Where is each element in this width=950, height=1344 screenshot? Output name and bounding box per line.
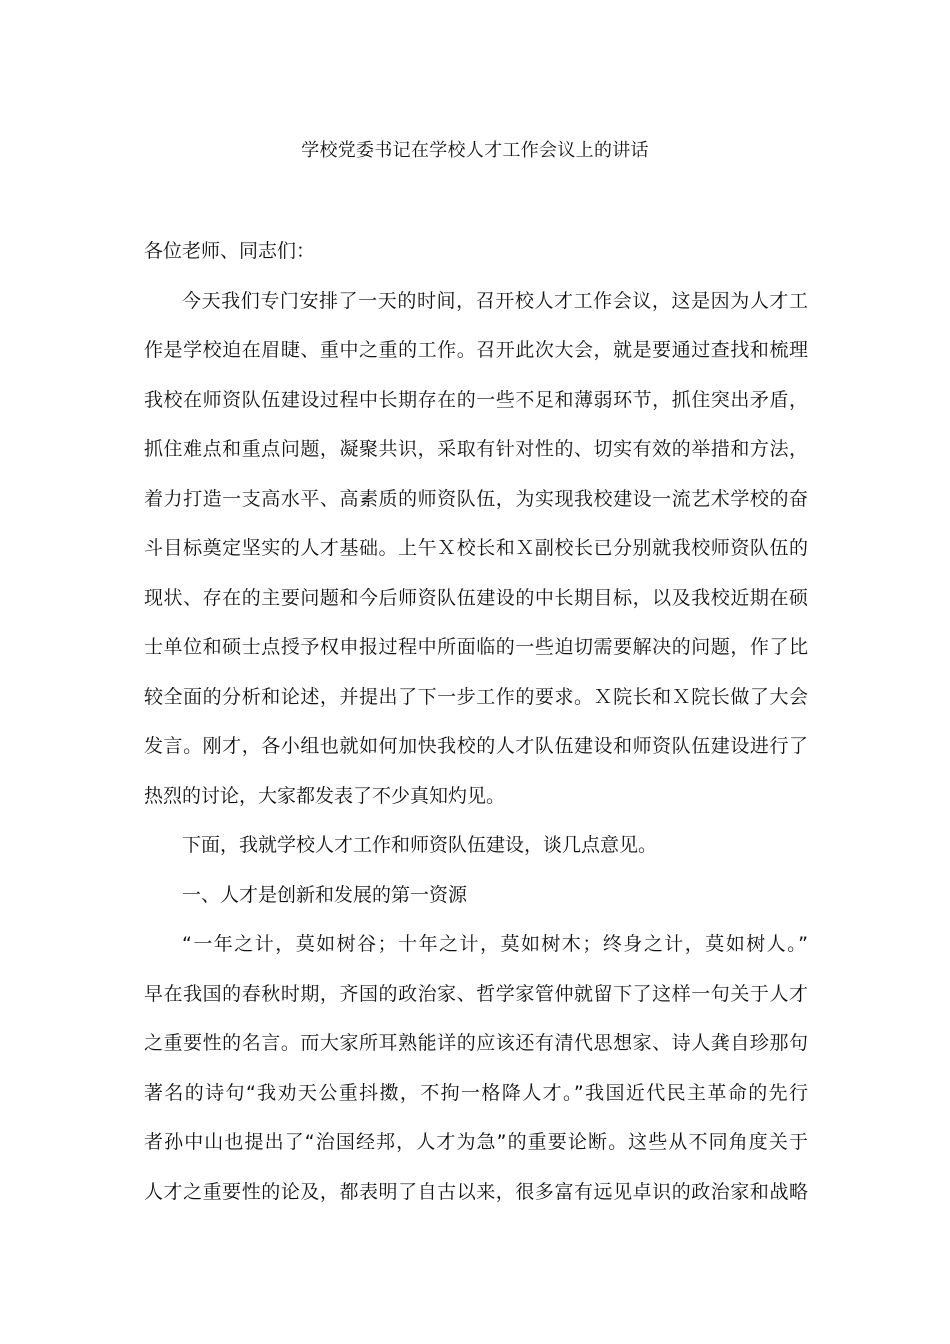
- paragraph-line: 下面，我就学校人才工作和师资队伍建设，谈几点意见。: [182, 834, 658, 856]
- salutation: 各位老师、同志们：: [144, 240, 316, 262]
- paragraph-line: 抓住难点和重点问题，凝聚共识，采取有针对性的、切实有效的举措和方法，: [144, 438, 808, 460]
- paragraph-line: “一年之计，莫如树谷；十年之计，莫如树木；终身之计，莫如树人。”: [182, 933, 808, 955]
- document-body: [144, 233, 808, 1223]
- paragraph-line: 作是学校迫在眉睫、重中之重的工作。召开此次大会，就是要通过查找和梳理: [144, 339, 808, 361]
- document-title: 学校党委书记在学校人才工作会议上的讲话: [301, 140, 649, 161]
- paragraph-line: 斗目标奠定坚实的人才基础。上午Ｘ校长和Ｘ副校长已分别就我校师资队伍的: [144, 537, 808, 559]
- section-heading: 一、人才是创新和发展的第一资源: [182, 883, 468, 906]
- paragraph-line: 早在我国的春秋时期，齐国的政治家、哲学家管仲就留下了这样一句关于人才: [144, 982, 808, 1005]
- paragraph-line: 著名的诗句“我劝天公重抖擞，不拘一格降人才。”我国近代民主革命的先行: [144, 1081, 808, 1104]
- paragraph-line: 着力打造一支高水平、高素质的师资队伍，为实现我校建设一流艺术学校的奋: [144, 487, 808, 510]
- paragraph-line: 之重要性的名言。而大家所耳熟能详的应该还有清代思想家、诗人龚自珍那句: [144, 1032, 808, 1054]
- paragraph-line: 现状、存在的主要问题和今后师资队伍建设的中长期目标，以及我校近期在硕: [144, 586, 808, 609]
- paragraph-line: 较全面的分析和论述，并提出了下一步工作的要求。Ｘ院长和Ｘ院长做了大会: [144, 685, 808, 708]
- paragraph-line: 今天我们专门安排了一天的时间，召开校人才工作会议，这是因为人才工: [182, 289, 808, 312]
- paragraph-line: 发言。刚才，各小组也就如何加快我校的人才队伍建设和师资队伍建设进行了: [144, 735, 808, 757]
- paragraph-line: 士单位和硕士点授予权申报过程中所面临的一些迫切需要解决的问题，作了比: [144, 636, 808, 658]
- paragraph-line: 人才之重要性的论及，都表明了自古以来，很多富有远见卓识的政治家和战略: [144, 1180, 808, 1203]
- paragraph-line: 热烈的讨论，大家都发表了不少真知灼见。: [144, 784, 506, 807]
- paragraph-line: 我校在师资队伍建设过程中长期存在的一些不足和薄弱环节，抓住突出矛盾，: [144, 388, 808, 411]
- paragraph-line: 者孙中山也提出了“治国经邦，人才为急”的重要论断。这些从不同角度关于: [144, 1131, 808, 1153]
